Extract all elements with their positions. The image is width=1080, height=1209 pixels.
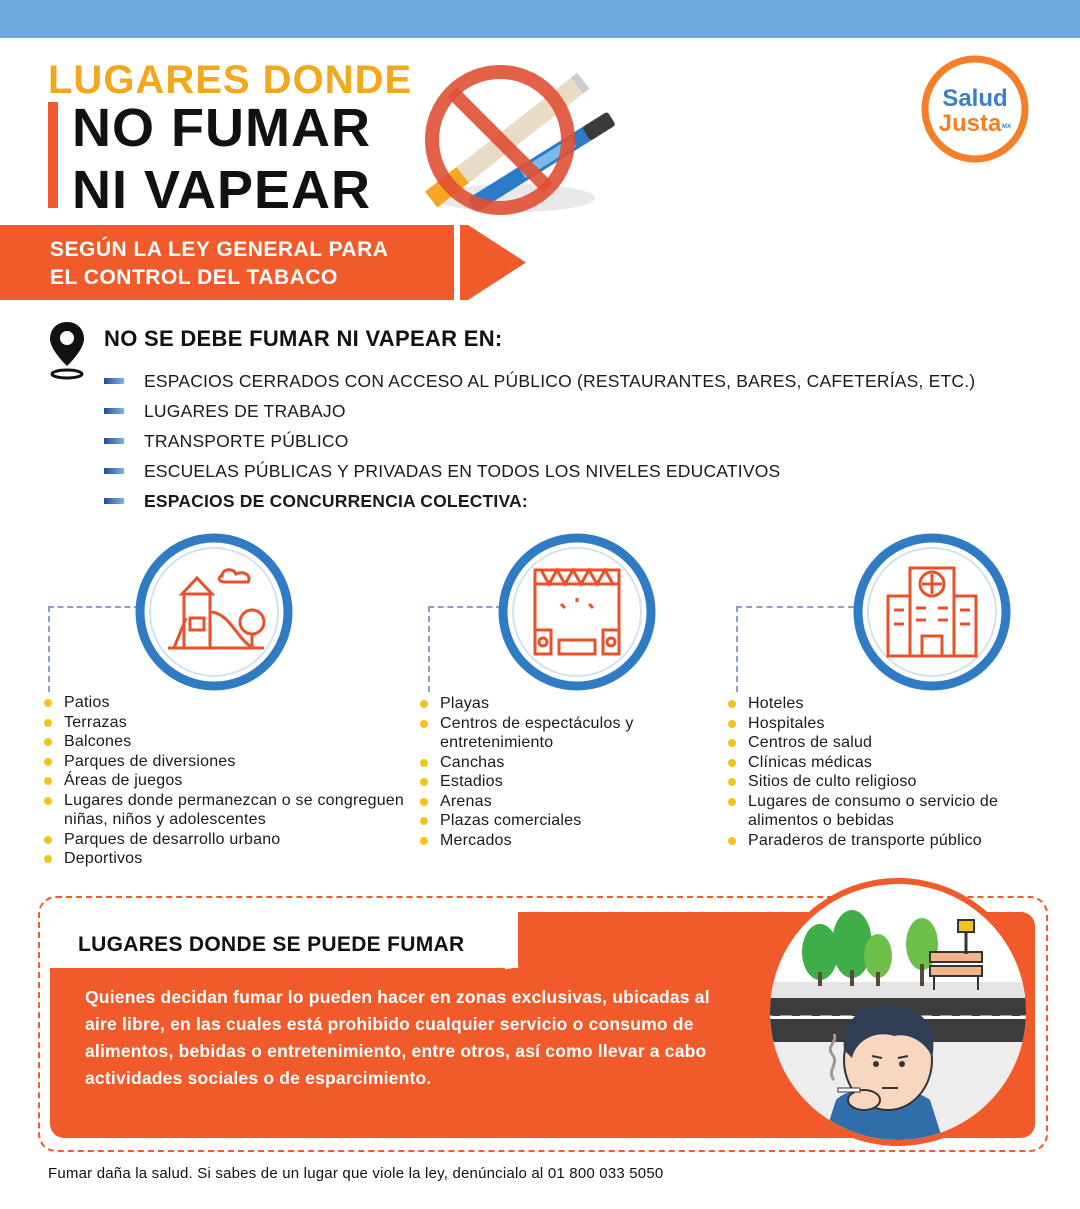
column-3-list bbox=[728, 694, 1048, 850]
list-item: Parques de diversiones bbox=[44, 752, 414, 772]
list-item: Áreas de juegos bbox=[44, 771, 414, 791]
stage-icon bbox=[497, 532, 657, 692]
list-item bbox=[104, 396, 975, 426]
hospital-icon bbox=[852, 532, 1012, 692]
title-line-1: LUGARES DONDE bbox=[48, 58, 413, 102]
footer-note: Fumar daña la salud. Si sabes de un lugar que viole la ley, denúncialo al 01 800 033 5050 bbox=[48, 1165, 664, 1182]
list-item: Lugares donde permanezcan o se congreguen niñas, niños y adolescentes bbox=[44, 791, 414, 830]
law-banner-line-2: EL CONTROL DEL TABACO bbox=[50, 266, 338, 289]
list-item-text: LUGARES DE TRABAJO bbox=[144, 400, 346, 421]
list-item: Lugares de consumo o servicio de alimentos o bebidas bbox=[728, 792, 1048, 831]
list-item-text: TRANSPORTE PÚBLICO bbox=[144, 430, 349, 451]
bullet-dash-icon bbox=[104, 498, 124, 504]
banner-arrow-tip bbox=[446, 225, 536, 300]
column-2-list bbox=[420, 694, 670, 850]
list-item: Hoteles bbox=[728, 694, 1048, 714]
list-item: Playas bbox=[420, 694, 670, 714]
arrow-underline bbox=[50, 964, 520, 970]
list-item: Paraderos de transporte público bbox=[728, 831, 1048, 851]
list-item: Clínicas médicas bbox=[728, 753, 1048, 773]
list-item: Centros de espectáculos y entretenimiento bbox=[420, 714, 670, 753]
list-item: Parques de desarrollo urbano bbox=[44, 830, 414, 850]
list-item: Hospitales bbox=[728, 714, 1048, 734]
list-item: Balcones bbox=[44, 732, 414, 752]
list-item bbox=[104, 426, 975, 456]
allowed-text-part: , en las cuales está prohibido cualquier servicio o consumo de alimentos, bebidas o entretenimiento, entre otros, así como llevar a cabo actividades sociales o de esparcimiento. bbox=[85, 1014, 707, 1088]
list-item: Estadios bbox=[420, 772, 670, 792]
list-item bbox=[104, 486, 975, 516]
list-item: Sitios de culto religioso bbox=[728, 772, 1048, 792]
list-item: Plazas comerciales bbox=[420, 811, 670, 831]
list-item: Canchas bbox=[420, 753, 670, 773]
connector-line bbox=[48, 606, 140, 608]
no-smoking-icon bbox=[390, 48, 620, 223]
connector-line bbox=[736, 606, 854, 608]
connector-line bbox=[48, 606, 50, 692]
list-item bbox=[104, 456, 975, 486]
law-banner-text bbox=[50, 236, 388, 292]
svg-text:Salud: Salud bbox=[942, 85, 1008, 112]
bullet-dash-icon bbox=[104, 378, 124, 384]
svg-text:MX: MX bbox=[1002, 124, 1011, 130]
bullet-dash-icon bbox=[104, 438, 124, 444]
list-item: Deportivos bbox=[44, 849, 414, 869]
allowed-text-bold: ubicadas al aire libre bbox=[85, 987, 710, 1034]
bullet-dash-icon bbox=[104, 408, 124, 414]
list-item: Arenas bbox=[420, 792, 670, 812]
title-line-3: NI VAPEAR bbox=[72, 160, 372, 220]
outdoor-smoking-illustration bbox=[760, 874, 1036, 1150]
allowed-text bbox=[85, 984, 745, 1092]
allowed-text-part: Quienes decidan fumar lo pueden hacer en zonas exclusivas, bbox=[85, 987, 613, 1007]
bullet-dash-icon bbox=[104, 468, 124, 474]
list-item-text: ESCUELAS PÚBLICAS Y PRIVADAS EN TODOS LOS NIVELES EDUCATIVOS bbox=[144, 460, 781, 481]
list-item bbox=[104, 366, 975, 396]
playground-icon bbox=[134, 532, 294, 692]
list-item-text: ESPACIOS DE CONCURRENCIA COLECTIVA: bbox=[144, 490, 528, 511]
connector-line bbox=[736, 606, 738, 692]
list-item: Mercados bbox=[420, 831, 670, 851]
column-1-list bbox=[44, 693, 414, 869]
location-pin-icon bbox=[48, 320, 86, 380]
connector-line bbox=[428, 606, 502, 608]
prohibited-list bbox=[104, 366, 975, 516]
svg-text:Justa: Justa bbox=[938, 110, 1002, 137]
title-accent-bar bbox=[48, 102, 58, 208]
section-title: NO SE DEBE FUMAR NI VAPEAR EN: bbox=[104, 326, 503, 351]
title-line-2: NO FUMAR bbox=[72, 98, 371, 158]
law-banner-line-1: SEGÚN LA LEY GENERAL PARA bbox=[50, 238, 389, 261]
allowed-title: LUGARES DONDE SE PUEDE FUMAR bbox=[78, 933, 465, 956]
top-bar bbox=[0, 0, 1080, 38]
salud-justa-logo bbox=[920, 54, 1030, 164]
list-item: Patios bbox=[44, 693, 414, 713]
list-item-text: ESPACIOS CERRADOS CON ACCESO AL PÚBLICO (RESTAURANTES, BARES, CAFETERÍAS, ETC.) bbox=[144, 370, 976, 391]
list-item: Terrazas bbox=[44, 713, 414, 733]
connector-line bbox=[428, 606, 430, 692]
list-item: Centros de salud bbox=[728, 733, 1048, 753]
